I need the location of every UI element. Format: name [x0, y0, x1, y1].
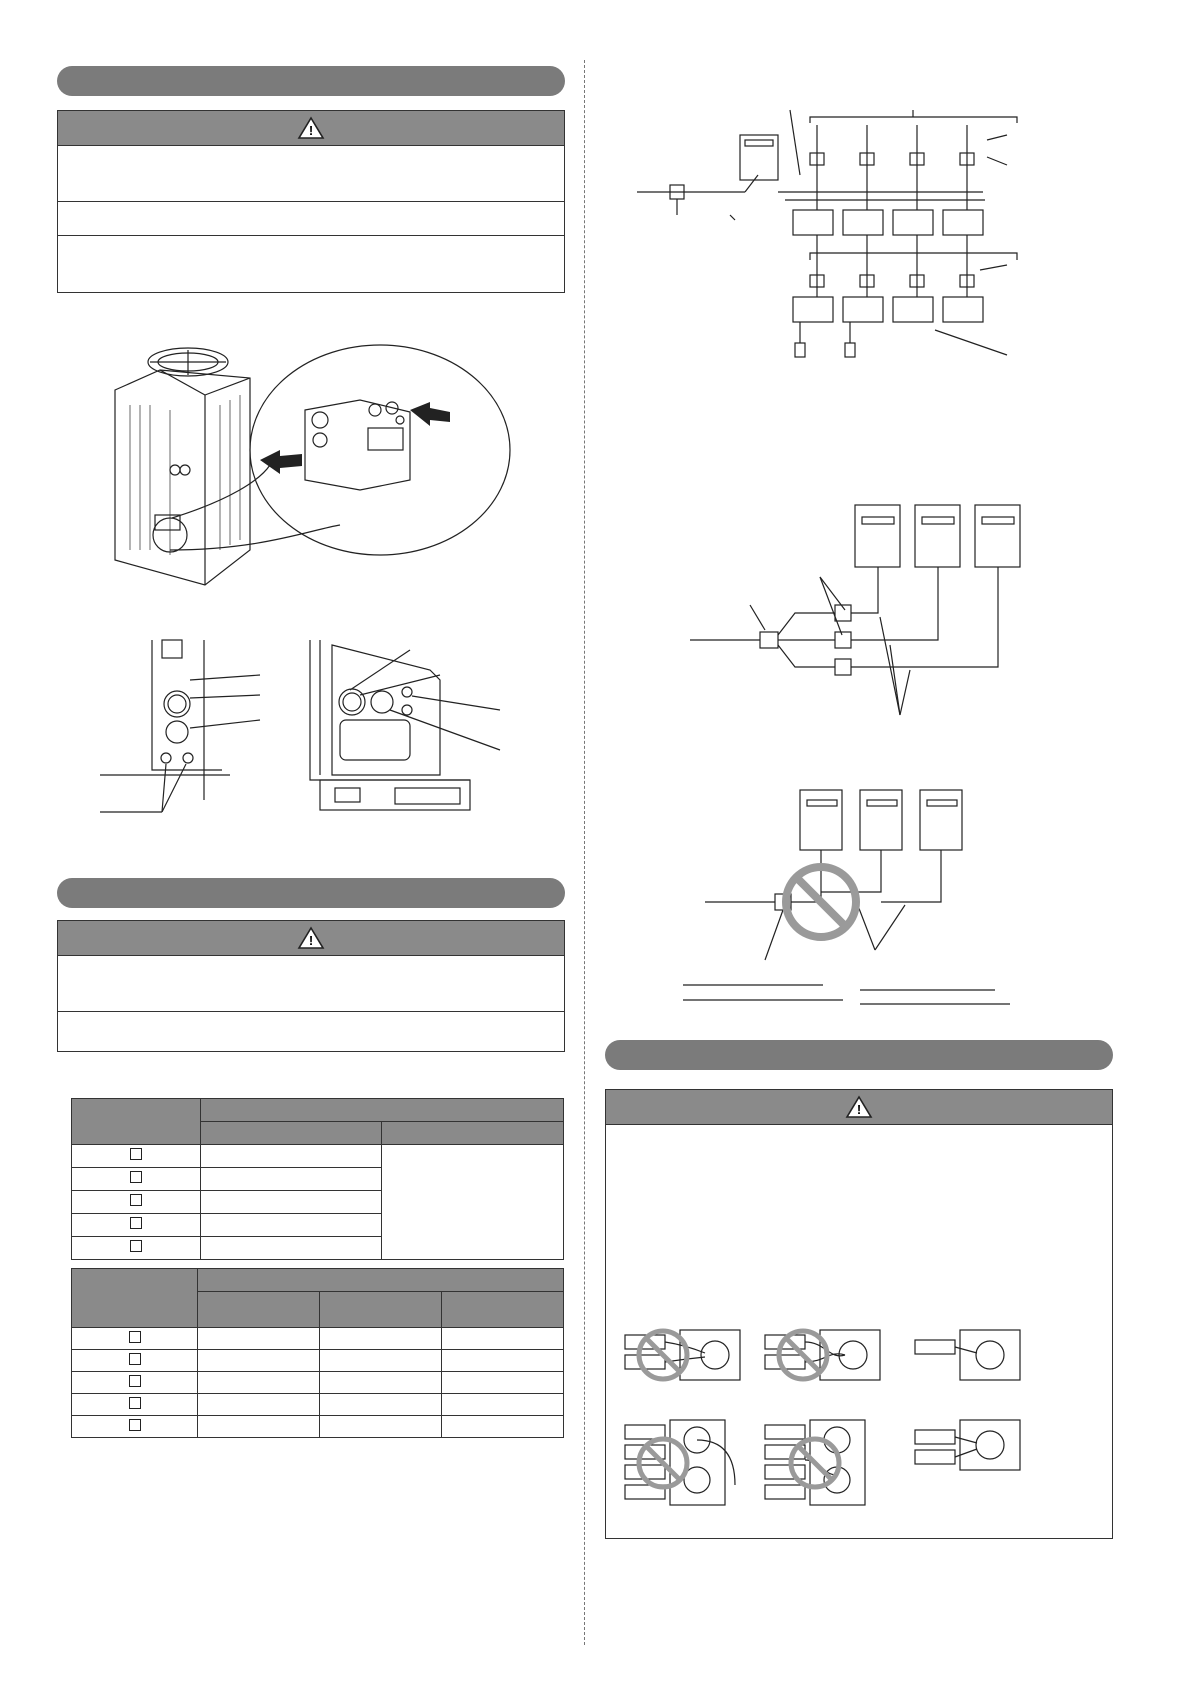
table-header-cell [198, 1292, 320, 1328]
table-header-cell [201, 1099, 564, 1122]
outdoor-unit-box [740, 135, 778, 180]
table-row [72, 1237, 201, 1260]
column-divider [584, 60, 585, 1645]
checkbox[interactable] [130, 1240, 142, 1252]
warning-row [58, 956, 564, 1012]
warning-row [58, 236, 564, 291]
warning-header-3 [606, 1090, 1112, 1125]
table-row [72, 1394, 198, 1416]
spec-table-1 [71, 1098, 564, 1260]
table-header-cell [72, 1269, 198, 1328]
table-cell [198, 1350, 320, 1372]
table-row [72, 1145, 201, 1168]
table-cell [442, 1350, 564, 1372]
terminal-example-correct [915, 1420, 1020, 1470]
warning-triangle-icon [298, 117, 324, 139]
table-cell [198, 1372, 320, 1394]
table-cell [198, 1394, 320, 1416]
warning-header-1 [58, 111, 564, 146]
checkbox[interactable] [130, 1171, 142, 1183]
indoor-units-upper [778, 125, 985, 235]
warning-row [58, 146, 564, 202]
warning-row [58, 1012, 564, 1052]
correct-wiring-diagram [690, 505, 1030, 725]
warning-triangle-icon [298, 927, 324, 949]
table-cell [442, 1394, 564, 1416]
warning-row [58, 202, 564, 236]
outdoor-unit-knockout-illustration [110, 350, 550, 590]
table-cell [198, 1328, 320, 1350]
table-row [72, 1214, 201, 1237]
table-cell [201, 1168, 382, 1191]
table-cell [382, 1145, 564, 1260]
table-cell [442, 1328, 564, 1350]
warning-box-1 [57, 110, 565, 293]
checkbox[interactable] [129, 1419, 141, 1431]
spec-table-2 [71, 1268, 564, 1438]
checkbox[interactable] [129, 1397, 141, 1409]
table-cell [198, 1416, 320, 1438]
checkbox[interactable] [129, 1353, 141, 1365]
table-cell [442, 1416, 564, 1438]
arrow-right-icon [410, 402, 450, 426]
checkbox[interactable] [130, 1194, 142, 1206]
table-row [72, 1168, 201, 1191]
table-cell [201, 1237, 382, 1260]
warning-box-2 [57, 920, 565, 1052]
warning-header-2 [58, 921, 564, 956]
table-cell [201, 1145, 382, 1168]
table-cell [320, 1372, 442, 1394]
terminal-example-correct [915, 1330, 1020, 1380]
warning-symbol: ! [308, 123, 314, 138]
warning-triangle-icon [846, 1096, 872, 1118]
checkbox[interactable] [130, 1217, 142, 1229]
table-cell [442, 1372, 564, 1394]
table-header-cell [72, 1099, 201, 1145]
table-cell [320, 1350, 442, 1372]
table-cell [320, 1394, 442, 1416]
terminal-example-prohibited [625, 1330, 740, 1380]
outdoor-units [855, 505, 1020, 600]
table-cell [201, 1214, 382, 1237]
zoom-callout [250, 345, 510, 555]
section-bar-3 [605, 1040, 1113, 1070]
table-row [72, 1191, 201, 1214]
table-row [72, 1328, 198, 1350]
table-cell [320, 1416, 442, 1438]
table-header-cell [198, 1269, 564, 1292]
incorrect-wiring-diagram [705, 790, 1005, 1020]
section-bar-2 [57, 878, 565, 908]
warning-symbol: ! [308, 933, 314, 948]
checkbox[interactable] [129, 1331, 141, 1343]
wiring-system-diagram [635, 105, 1015, 365]
table-row [72, 1416, 198, 1438]
terminal-example-prohibited [625, 1420, 735, 1505]
table-row [72, 1350, 198, 1372]
table-header-cell [442, 1292, 564, 1328]
warning-symbol: ! [856, 1102, 862, 1117]
table-header-cell [201, 1122, 382, 1145]
section-bar-1 [57, 66, 565, 96]
knockout-detail-right [310, 640, 510, 810]
terminal-example-prohibited [765, 1420, 865, 1505]
table-row [72, 1372, 198, 1394]
checkbox[interactable] [130, 1148, 142, 1160]
table-cell [320, 1328, 442, 1350]
table-header-cell [320, 1292, 442, 1328]
checkbox[interactable] [129, 1375, 141, 1387]
table-header-cell [382, 1122, 564, 1145]
table-cell [201, 1191, 382, 1214]
knockout-detail-left [100, 640, 270, 820]
terminal-example-prohibited [765, 1330, 880, 1380]
terminal-examples [625, 1325, 1025, 1505]
